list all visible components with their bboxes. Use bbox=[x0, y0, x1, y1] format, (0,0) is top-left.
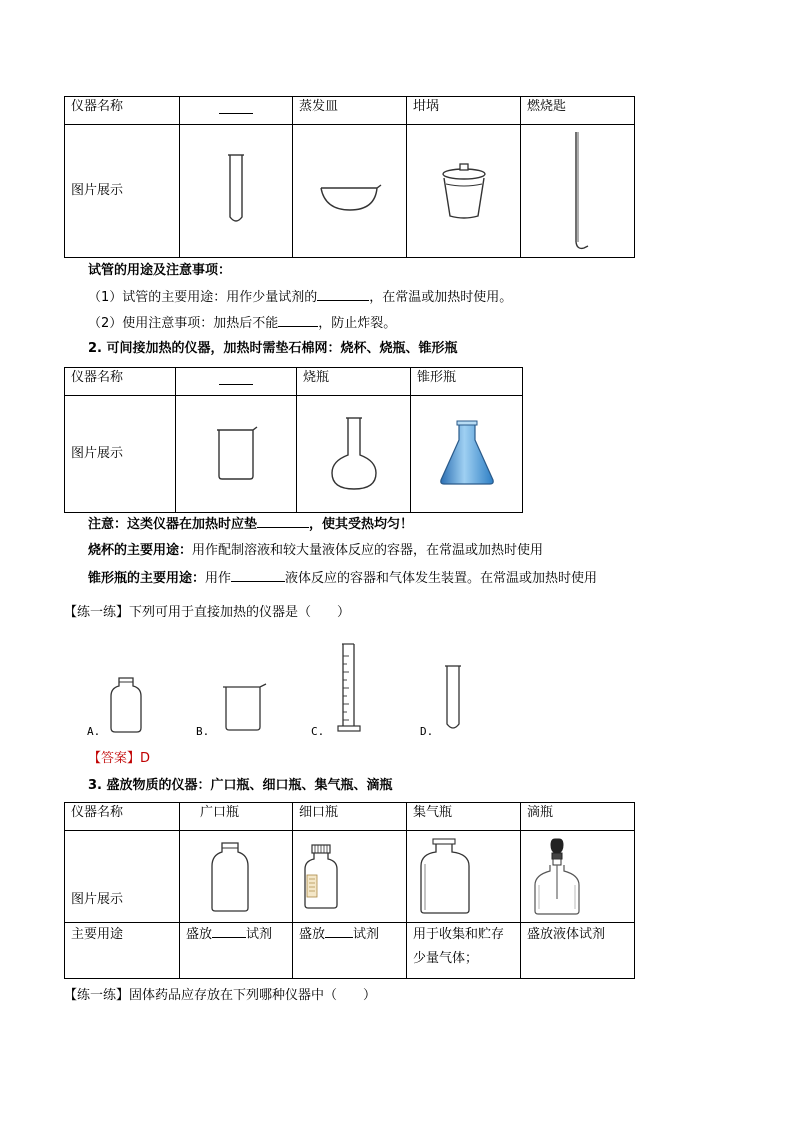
header-label: 仪器名称 bbox=[65, 803, 180, 831]
answer-line bbox=[88, 750, 150, 768]
conical-flask-icon bbox=[435, 420, 499, 488]
item1-tail: ，在常温或加热时使用。 bbox=[369, 290, 513, 305]
section2-title: 2. 可间接加热的仪器，加热时需垫石棉网：烧杯、烧瓶、锥形瓶 bbox=[88, 341, 458, 356]
narrow-mouth-bottle-icon bbox=[301, 843, 341, 911]
gas-jar-icon bbox=[415, 838, 475, 916]
blank-name-cell bbox=[176, 368, 297, 396]
row-label-text: 图片展示 bbox=[71, 892, 124, 907]
wide-mouth-bottle-icon bbox=[206, 840, 254, 914]
use-narrow-mouth bbox=[293, 923, 407, 979]
fill-blank bbox=[231, 569, 285, 582]
test-tube-icon bbox=[221, 151, 251, 231]
conical-use-text: 用作 bbox=[205, 571, 232, 586]
answer-label: 【答案】 bbox=[88, 751, 141, 766]
dropper-bottle-cell bbox=[521, 831, 635, 923]
practice-label: 【练一练】 bbox=[64, 605, 130, 620]
test-tube-cell bbox=[180, 125, 293, 258]
use-gas-jar: 用于收集和贮存少量气体； bbox=[407, 923, 521, 979]
col-label: 广口瓶 bbox=[200, 805, 240, 820]
note-label: 注意： bbox=[88, 517, 128, 532]
combustion-spoon-icon bbox=[558, 130, 598, 252]
use-post: 试剂 bbox=[353, 927, 380, 942]
round-flask-cell bbox=[297, 396, 411, 513]
option-a[interactable]: A. bbox=[87, 725, 101, 738]
graduated-cylinder-option-icon bbox=[334, 642, 364, 734]
beaker-use-label: 烧杯的主要用途： bbox=[88, 543, 193, 558]
beaker-use-text: 用作配制溶液和较大量液体反应的容器，在常温或加热时使用 bbox=[192, 543, 544, 558]
wide-mouth-bottle-option-icon bbox=[106, 676, 146, 734]
wide-mouth-bottle-cell bbox=[180, 831, 293, 923]
crucible-cell bbox=[407, 125, 521, 258]
beaker-option-icon bbox=[220, 683, 268, 733]
fill-blank bbox=[325, 925, 353, 938]
option-d[interactable]: D. bbox=[420, 725, 434, 738]
section1-item1 bbox=[88, 288, 512, 307]
fill-blank bbox=[317, 288, 369, 301]
answer-value: D bbox=[140, 751, 151, 766]
header-label: 仪器名称 bbox=[65, 368, 176, 396]
instrument-table-1 bbox=[64, 96, 635, 258]
use-post: 试剂 bbox=[246, 927, 273, 942]
dropper-bottle-icon bbox=[529, 837, 585, 917]
section1-item2 bbox=[88, 314, 396, 333]
practice-label: 【练一练】 bbox=[64, 988, 130, 1003]
conical-use-label: 锥形瓶的主要用途： bbox=[88, 571, 206, 586]
conical-use-line bbox=[88, 569, 597, 588]
narrow-mouth-bottle-cell bbox=[293, 831, 407, 923]
test-tube-option-icon bbox=[442, 664, 464, 734]
fill-blank bbox=[219, 101, 253, 114]
beaker-icon bbox=[211, 426, 261, 482]
row-label-picture: 图片展示 bbox=[65, 396, 176, 513]
gas-jar-cell bbox=[407, 831, 521, 923]
col-dropper-bottle: 滴瓶 bbox=[521, 803, 635, 831]
use-pre: 盛放 bbox=[299, 927, 326, 942]
practice-question-text: 固体药品应存放在下列哪种仪器中（ ） bbox=[129, 988, 377, 1003]
conical-use-tail: 液体反应的容器和气体发生装置。在常温或加热时使用 bbox=[285, 571, 598, 586]
col-narrow-mouth-bottle: 细口瓶 bbox=[293, 803, 407, 831]
conical-flask-cell bbox=[411, 396, 523, 513]
section1-title: 试管的用途及注意事项： bbox=[88, 263, 232, 278]
fill-blank bbox=[219, 372, 253, 385]
item2-tail: ，防止炸裂。 bbox=[318, 316, 397, 331]
crucible-icon bbox=[437, 160, 491, 222]
instrument-table-2 bbox=[64, 367, 523, 513]
item2-text: （2）使用注意事项：加热后不能 bbox=[88, 316, 279, 331]
note-tail: ，使其受热均匀！ bbox=[309, 517, 414, 532]
col-conical-flask: 锥形瓶 bbox=[411, 368, 523, 396]
note-line bbox=[88, 515, 413, 534]
note-text: 这类仪器在加热时应垫 bbox=[127, 517, 258, 532]
instrument-table-3 bbox=[64, 802, 635, 979]
section3-title: 3. 盛放物质的仪器：广口瓶、细口瓶、集气瓶、滴瓶 bbox=[88, 778, 393, 793]
evaporating-dish-icon bbox=[315, 176, 385, 216]
header-label: 仪器名称 bbox=[65, 97, 180, 125]
col-combustion-spoon: 燃烧匙 bbox=[521, 97, 635, 125]
fill-blank bbox=[257, 515, 309, 528]
col-round-flask: 烧瓶 bbox=[297, 368, 411, 396]
row-label-use: 主要用途 bbox=[65, 923, 180, 979]
fill-blank bbox=[278, 314, 318, 327]
option-c[interactable]: C. bbox=[311, 725, 325, 738]
practice1-question bbox=[64, 604, 350, 622]
row-label-picture bbox=[65, 831, 180, 923]
use-dropper-bottle: 盛放液体试剂 bbox=[521, 923, 635, 979]
row-label-picture: 图片展示 bbox=[65, 125, 180, 258]
col-evaporating-dish: 蒸发皿 bbox=[293, 97, 407, 125]
use-wide-mouth bbox=[180, 923, 293, 979]
practice2-question bbox=[64, 987, 376, 1005]
item1-text: （1）试管的主要用途：用作少量试剂的 bbox=[88, 290, 318, 305]
practice-question-text: 下列可用于直接加热的仪器是（ ） bbox=[129, 605, 351, 620]
evaporating-dish-cell bbox=[293, 125, 407, 258]
round-flask-icon bbox=[326, 415, 382, 493]
beaker-use-line bbox=[88, 542, 543, 560]
option-b[interactable]: B. bbox=[196, 725, 210, 738]
combustion-spoon-cell bbox=[521, 125, 635, 258]
beaker-cell bbox=[176, 396, 297, 513]
blank-name-cell bbox=[180, 97, 293, 125]
col-gas-jar: 集气瓶 bbox=[407, 803, 521, 831]
use-pre: 盛放 bbox=[186, 927, 213, 942]
fill-blank bbox=[212, 925, 246, 938]
col-wide-mouth-bottle bbox=[180, 803, 293, 831]
col-crucible: 坩埚 bbox=[407, 97, 521, 125]
